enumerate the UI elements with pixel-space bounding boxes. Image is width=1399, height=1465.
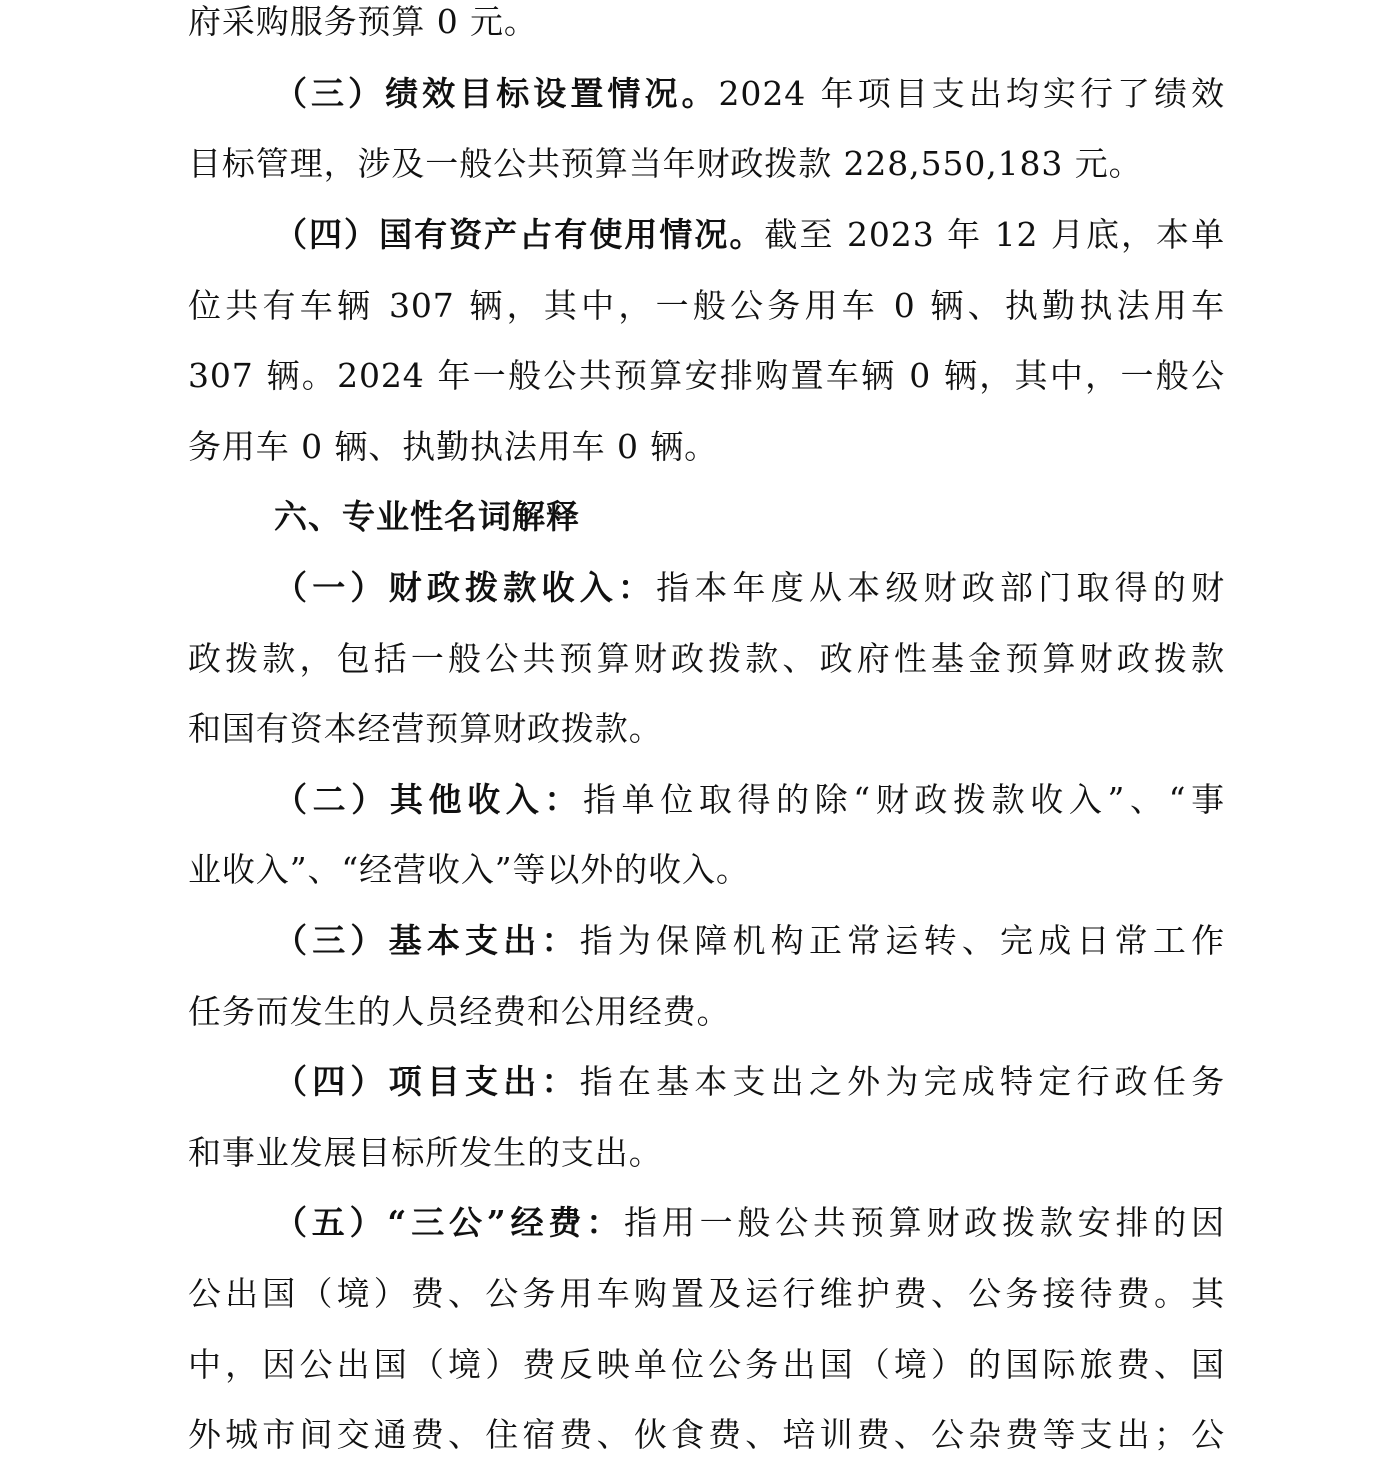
paragraph-text: 指用一般公共预算财政拨款安排的因 — [624, 1203, 1225, 1242]
paragraph-line: 目标管理，涉及一般公共预算当年财政拨款 228,550,183 元。 — [188, 144, 1143, 183]
paragraph-text: 截至 2023 年 12 月底，本单 — [764, 215, 1225, 254]
paragraph-line: 府采购服务预算 0 元。 — [188, 2, 538, 41]
paragraph-line — [274, 911, 1225, 971]
paragraph-line — [274, 558, 1225, 618]
paragraph-line: 和事业发展目标所发生的支出。 — [188, 1133, 663, 1172]
term-heading: （二）其他收入： — [274, 780, 583, 819]
paragraph-text: 指在基本支出之外为完成特定行政任务 — [579, 1062, 1225, 1101]
subsection-heading: （三）绩效目标设置情况。 — [274, 74, 719, 113]
paragraph-line: 外城市间交通费、住宿费、伙食费、培训费、公杂费等支出；公 — [188, 1415, 1225, 1454]
paragraph-line: 公出国（境）费、公务用车购置及运行维护费、公务接待费。其 — [188, 1274, 1225, 1313]
paragraph-line — [274, 1052, 1225, 1112]
paragraph-line — [274, 205, 1225, 265]
paragraph-line: 业收入”、“经营收入”等以外的收入。 — [188, 850, 750, 889]
paragraph-line: 任务而发生的人员经费和公用经费。 — [188, 992, 731, 1031]
section-heading: 六、专业性名词解释 — [274, 497, 580, 536]
paragraph-text: 2024 年项目支出均实行了绩效 — [718, 74, 1225, 113]
paragraph-text: 指为保障机构正常运转、完成日常工作 — [579, 921, 1225, 960]
term-heading: （五）“三公”经费： — [274, 1203, 625, 1242]
term-heading: （三）基本支出： — [274, 921, 580, 960]
paragraph-line: 政拨款，包括一般公共预算财政拨款、政府性基金预算财政拨款 — [188, 639, 1225, 678]
term-heading: （四）项目支出： — [274, 1062, 580, 1101]
paragraph-line: 中，因公出国（境）费反映单位公务出国（境）的国际旅费、国 — [188, 1345, 1225, 1384]
paragraph-line: 位共有车辆 307 辆，其中，一般公务用车 0 辆、执勤执法用车 — [188, 286, 1225, 325]
paragraph-line — [274, 64, 1225, 124]
paragraph-line — [274, 1193, 1225, 1253]
paragraph-text: 指本年度从本级财政部门取得的财 — [656, 568, 1225, 607]
term-heading: （一）财政拨款收入： — [274, 568, 657, 607]
paragraph-line: 307 辆。2024 年一般公共预算安排购置车辆 0 辆，其中，一般公 — [188, 356, 1225, 395]
paragraph-line: 务用车 0 辆、执勤执法用车 0 辆。 — [188, 427, 719, 466]
paragraph-line — [274, 770, 1225, 830]
paragraph-line: 和国有资本经营预算财政拨款。 — [188, 709, 663, 748]
subsection-heading: （四）国有资产占有使用情况。 — [274, 215, 765, 254]
paragraph-text: 指单位取得的除“财政拨款收入”、“事 — [582, 780, 1226, 819]
